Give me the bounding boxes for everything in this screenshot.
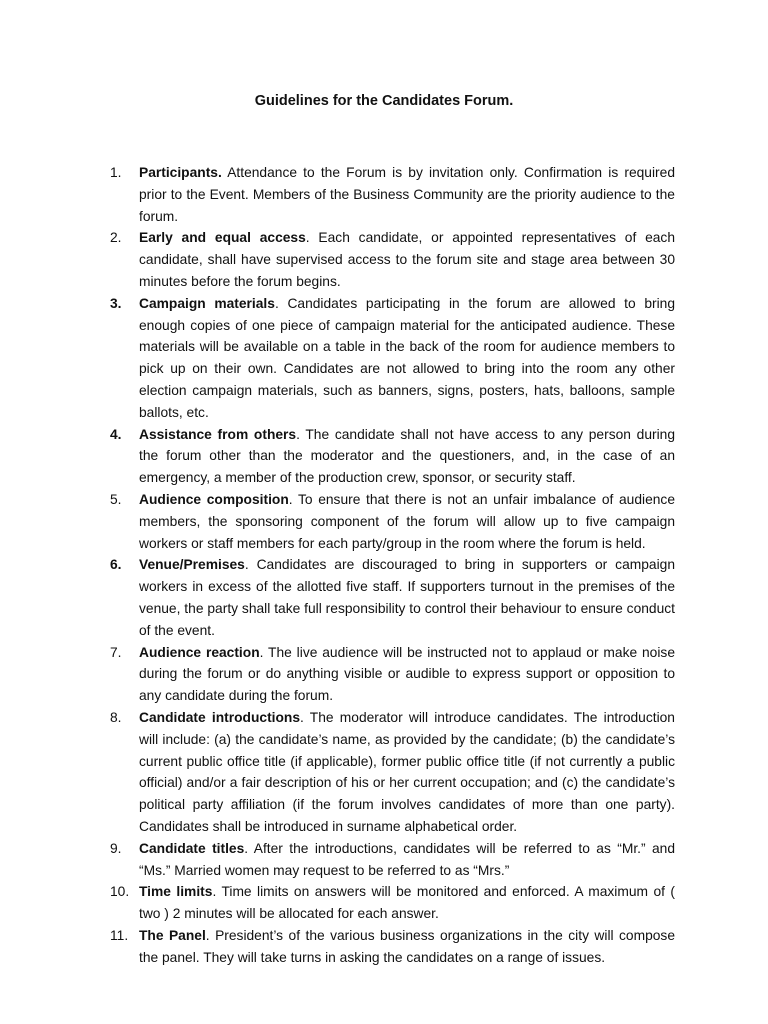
item-text: . The candidate shall not have access to any person during the forum other than the moderator and the questioners, and, in the case of an emergency, a member of the production crew, sponsor, or security staff. bbox=[139, 426, 675, 486]
list-item bbox=[0, 162, 675, 227]
list-item bbox=[0, 925, 675, 969]
item-text: . President’s of the various business organizations in the city will compose the panel. They will take turns in asking the candidates on a range of issues. bbox=[139, 927, 676, 965]
list-item bbox=[0, 642, 675, 707]
item-number: 1. bbox=[110, 165, 122, 180]
item-term: Audience reaction bbox=[139, 644, 260, 660]
item-text: . Each candidate, or appointed representatives of each candidate, shall have supervised access to the forum site and stage area between 30 minutes before the forum begins. bbox=[139, 230, 675, 289]
list-item bbox=[0, 227, 675, 292]
list-item bbox=[0, 881, 675, 925]
item-term: The Panel bbox=[139, 927, 206, 943]
item-number: 6. bbox=[110, 557, 122, 573]
item-number: 5. bbox=[110, 491, 122, 507]
item-term: Campaign materials bbox=[139, 295, 275, 311]
item-number: 11. bbox=[110, 927, 129, 943]
item-term: Audience composition bbox=[139, 491, 289, 507]
item-text: . To ensure that there is not an unfair imbalance of audience members, the sponsoring component of the forum will allow up to five campaign workers or staff members for each party/group in the room where the forum is held. bbox=[139, 491, 675, 551]
item-number: 7. bbox=[110, 644, 122, 660]
item-number: 4. bbox=[110, 426, 122, 442]
item-text: . The moderator will introduce candidates. The introduction will include: (a) the candidate’s name, as provided by the candidate; (b) the candidate’s current public office title (if applicable), former public office title (if not currently a public official) and/or a fair description of his or her current occupation; and (c) the candidate’s political party affiliation (if the forum involves candidates of more than one party). Candidates shall be introduced in surname alphabetical order. bbox=[139, 709, 675, 834]
list-item bbox=[0, 554, 675, 641]
item-text: . Candidates participating in the forum are allowed to bring enough copies of one piece of campaign material for the anticipated audience. These materials will be available on a table in the back of the room for audience members to pick up on their own. Candidates are not allowed to bring into the room any other election campaign materials, such as banners, signs, posters, hats, balloons, sample ballots, etc. bbox=[139, 295, 676, 420]
list-item bbox=[0, 489, 675, 554]
item-text: . Candidates are discouraged to bring in supporters or campaign workers in excess of the allotted five staff. If supporters turnout in the premises of the venue, the party shall take full responsibility to control their behaviour to ensure conduct of the event. bbox=[139, 557, 675, 638]
list-item bbox=[0, 424, 675, 489]
item-number: 10. bbox=[110, 884, 130, 900]
item-term: Assistance from others bbox=[139, 426, 297, 442]
item-text: . The live audience will be instructed not to applaud or make noise during the forum or do anything visible or audible to express support or opposition to any candidate during the forum. bbox=[139, 644, 675, 704]
list-item bbox=[0, 293, 675, 424]
guidelines-list bbox=[0, 162, 768, 968]
list-item bbox=[0, 707, 675, 838]
item-text: Attendance to the Forum is by invitation only. Confirmation is required prior to the Event. Members of the Business Community are the priority audience to the forum. bbox=[139, 165, 675, 224]
item-number: 8. bbox=[110, 709, 122, 725]
item-number: 3. bbox=[110, 295, 122, 311]
item-number: 9. bbox=[110, 840, 122, 856]
item-text: . Time limits on answers will be monitored and enforced. A maximum of ( two ) 2 minutes will be allocated for each answer. bbox=[139, 884, 675, 922]
item-term: Candidate titles bbox=[139, 840, 245, 856]
item-term: Participants. bbox=[139, 165, 222, 180]
document-title: Guidelines for the Candidates Forum. bbox=[254, 93, 514, 109]
item-term: Venue/Premises bbox=[139, 557, 245, 573]
item-term: Candidate introductions bbox=[139, 709, 301, 725]
item-text: . After the introductions, candidates will be referred to as “Mr.” and “Ms.” Married women may request to be referred to as “Mrs.” bbox=[139, 840, 676, 878]
item-term: Early and equal access bbox=[139, 230, 306, 246]
item-term: Time limits bbox=[139, 884, 213, 900]
list-item bbox=[0, 838, 675, 882]
item-number: 2. bbox=[110, 230, 122, 246]
